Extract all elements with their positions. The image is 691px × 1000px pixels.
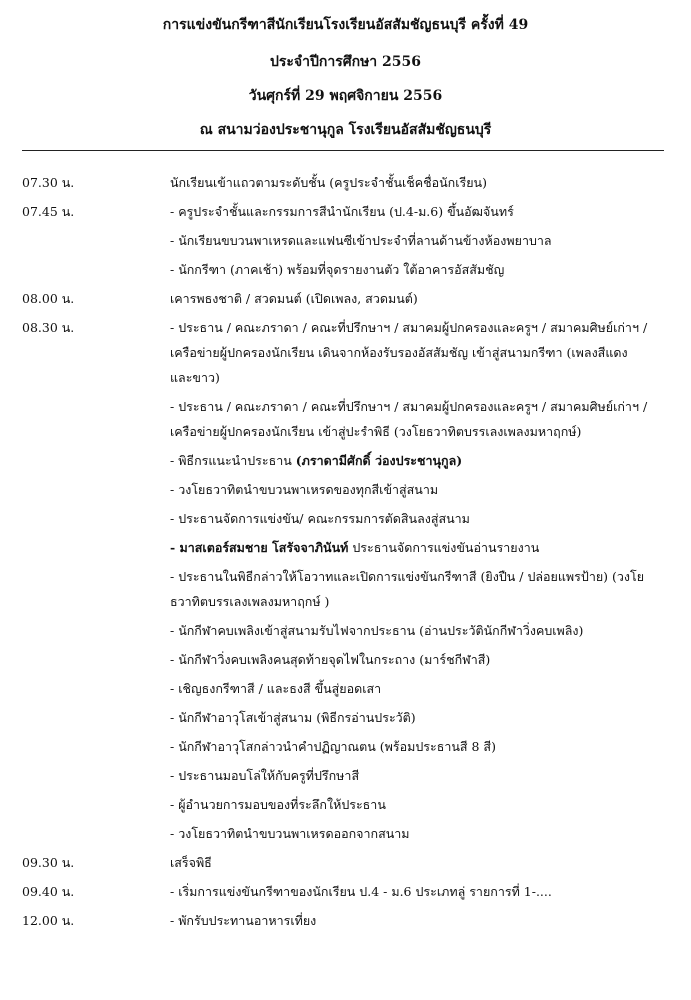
schedule-row [0, 618, 691, 647]
schedule-item: นักเรียนเข้าแถวตามระดับชั้น (ครูประจำชั้นเช็คชื่อนักเรียน) [170, 175, 487, 190]
schedule-item: - เริ่มการแข่งขันกรีฑาของนักเรียน ป.4 - ม.6 ประเภทลู่ รายการที่ 1-.... [170, 884, 552, 899]
schedule-item: - นักกีฬาอาวุโสเข้าสู่สนาม (พิธีกรอ่านประวัติ) [170, 710, 416, 725]
schedule-row [0, 199, 691, 228]
schedule-row [0, 315, 691, 394]
schedule-time: 07.30 น. [22, 175, 75, 190]
schedule-item [170, 535, 648, 560]
schedule-item: - วงโยธวาทิตนำขบวนพาเหรดออกจากสนาม [170, 826, 410, 841]
schedule-item: - ประธานมอบโล่ให้กับครูที่ปรึกษาสี [170, 768, 360, 783]
cut-off-title [0, 0, 691, 8]
schedule-item: - ประธานจัดการแข่งขัน/ คณะกรรมการตัดสินลงสู่สนาม [170, 511, 470, 526]
schedule-item: - นักกรีฑา (ภาคเช้า) พร้อมที่จุดรายงานตัว ใต้อาคารอัสสัมชัญ [170, 262, 505, 277]
event-venue: ณ สนามว่องประชานุกูล โรงเรียนอัสสัมชัญธนบุรี [199, 122, 492, 138]
reporter-name: - มาสเตอร์สมชาย โสรัจจาภินันท์ [170, 540, 349, 555]
schedule-row [0, 477, 691, 506]
schedule-time: 08.00 น. [22, 291, 75, 306]
schedule-row [0, 564, 691, 618]
schedule-time: 12.00 น. [22, 913, 75, 928]
schedule-row [0, 908, 691, 937]
schedule-item: - ประธาน / คณะภราดา / คณะที่ปรึกษาฯ / สมาคมผู้ปกครองและครูฯ / สมาคมศิษย์เก่าฯ / เครือข่ายผู้ปกครองนักเรียน เดินจากห้องรับรองอัสสัมชัญ เข้าสู่สนามกรีฑา (เพลงสีแดงและขาว) [170, 320, 648, 385]
schedule-item: - นักกีฬาอาวุโสกล่าวนำคำปฏิญาณตน (พร้อมประธานสี 8 สี) [170, 739, 496, 754]
host-name: (ภราดามีศักดิ์ ว่องประชานุกูล) [295, 453, 463, 468]
schedule-row [0, 850, 691, 879]
schedule-item: - พักรับประทานอาหารเที่ยง [170, 913, 317, 928]
schedule-time: 07.45 น. [22, 204, 75, 219]
schedule-row [0, 448, 691, 477]
schedule-item: - ประธานในพิธีกล่าวให้โอวาทและเปิดการแข่งขันกรีฑาสี (ยิงปืน / ปล่อยแพรป้าย) (วงโยธวาทิตบรรเลงเพลงมหาฤกษ์ ) [170, 569, 645, 609]
schedule-row [0, 286, 691, 315]
schedule-item: เสร็จพิธี [170, 855, 212, 870]
schedule-row [0, 676, 691, 705]
schedule-row [0, 394, 691, 448]
schedule-time: 08.30 น. [22, 320, 75, 335]
schedule-row [0, 879, 691, 908]
schedule-time: 09.30 น. [22, 855, 75, 870]
schedule-item-text: - พิธีกรแนะนำประธาน [170, 453, 296, 468]
schedule-item: - เชิญธงกรีฑาสี / และธงสี ขึ้นสู่ยอดเสา [170, 681, 382, 696]
schedule-item: - นักกีฬาคบเพลิงเข้าสู่สนามรับไฟจากประธาน (อ่านประวัตินักกีฬาวิ่งคบเพลิง) [170, 623, 584, 638]
schedule-row [0, 228, 691, 257]
schedule-row [0, 535, 691, 564]
schedule-item: - นักเรียนขบวนพาเหรดและแฟนซีเข้าประจำที่ลานด้านข้างห้องพยาบาล [170, 233, 552, 248]
schedule-item: - นักกีฬาวิ่งคบเพลิงคนสุดท้ายจุดไฟในกระถาง (มาร์ชกีฬาสี) [170, 652, 491, 667]
schedule-item [170, 448, 648, 473]
schedule-row [0, 763, 691, 792]
schedule-row [0, 792, 691, 821]
academic-year: ประจำปีการศึกษา 2556 [269, 54, 422, 70]
schedule-row [0, 257, 691, 286]
schedule-item-text: ประธานจัดการแข่งขันอ่านรายงาน [348, 540, 540, 555]
schedule-row [0, 734, 691, 763]
schedule-row [0, 705, 691, 734]
schedule-row [0, 170, 691, 199]
schedule-item: - วงโยธวาทิตนำขบวนพาเหรดของทุกสีเข้าสู่สนาม [170, 482, 439, 497]
schedule-item: เคารพธงชาติ / สวดมนต์ (เปิดเพลง, สวดมนต์) [170, 291, 418, 306]
schedule-item: - ครูประจำชั้นและกรรมการสีนำนักเรียน (ป.4-ม.6) ขึ้นอัฒจันทร์ [170, 204, 514, 219]
schedule-row [0, 506, 691, 535]
schedule-list [0, 170, 691, 937]
event-title: การแข่งขันกรีฑาสีนักเรียนโรงเรียนอัสสัมชัญธนบุรี ครั้งที่ 49 [162, 17, 529, 33]
schedule-item: - ประธาน / คณะภราดา / คณะที่ปรึกษาฯ / สมาคมผู้ปกครองและครูฯ / สมาคมศิษย์เก่าฯ / เครือข่ายผู้ปกครองนักเรียน เข้าสู่ปะรำพิธี (วงโยธวาทิตบรรเลงเพลงมหาฤกษ์) [170, 399, 648, 439]
header-divider [22, 150, 664, 151]
schedule-row [0, 821, 691, 850]
schedule-time: 09.40 น. [22, 884, 75, 899]
schedule-item: - ผู้อำนวยการมอบของที่ระลึกให้ประธาน [170, 797, 386, 812]
schedule-row [0, 647, 691, 676]
event-date: วันศุกร์ที่ 29 พฤศจิกายน 2556 [248, 88, 443, 104]
